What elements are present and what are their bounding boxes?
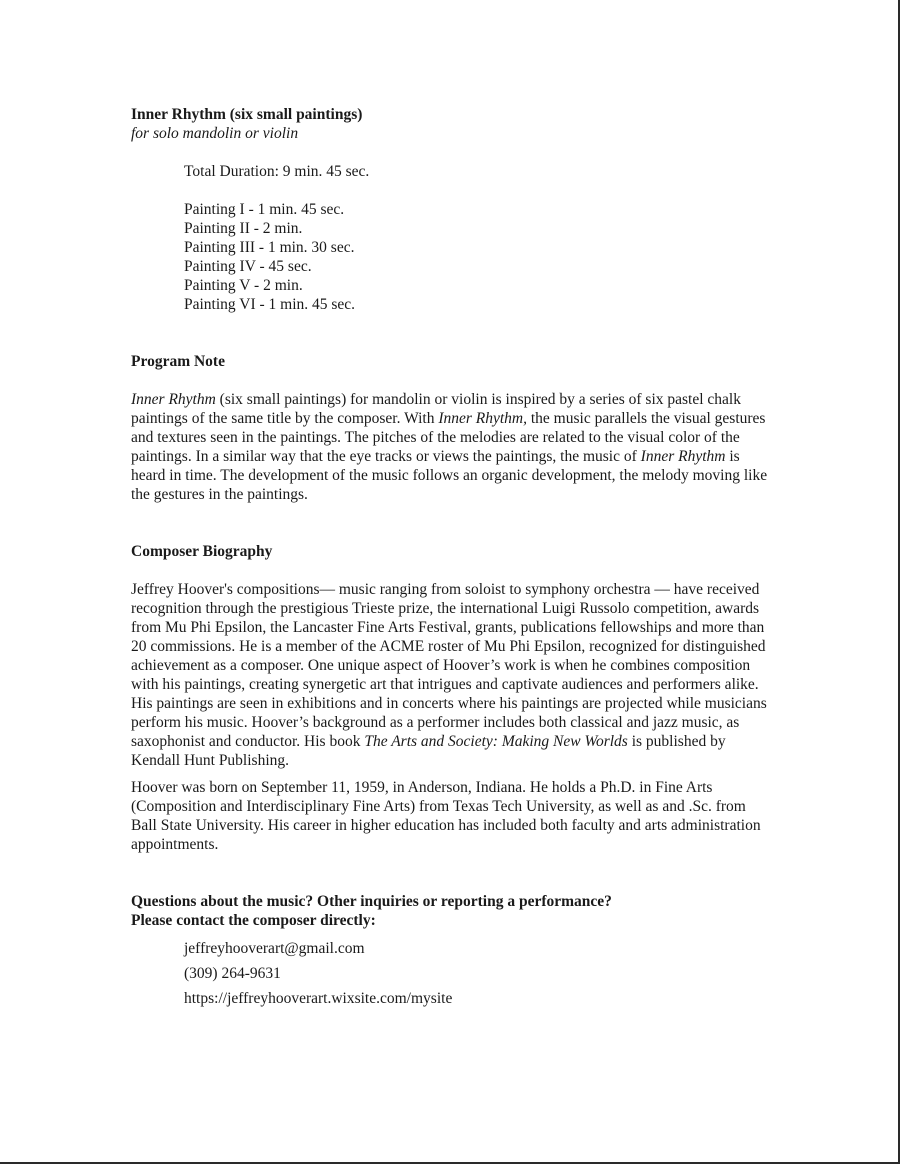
contact-heading — [131, 892, 771, 930]
movement-item: Painting III - 1 min. 30 sec. — [184, 239, 355, 256]
movement-item: Painting II - 2 min. — [184, 220, 303, 237]
program-note-title-em: Inner Rhythm — [131, 391, 216, 408]
movement-item: Painting VI - 1 min. 45 sec. — [184, 296, 356, 313]
program-note-paragraph — [131, 390, 771, 504]
total-duration: Total Duration: 9 min. 45 sec. — [184, 163, 370, 180]
biography-text-a: Jeffrey Hoover's compositions— music ranging from soloist to symphony orchestra — have received recognition through the prestigious Trieste prize, the international Luigi Russolo competition, awards from Mu Phi Epsilon, the Lancaster Fine Arts Festival, grants, publications fellowships and more than 20 commissions. He is a member of the ACME roster of Mu Phi Epsilon, recognized for distinguished achievement as a composer. One unique aspect of Hoover’s work is when he combines composition with his paintings, creating synergetic art that intrigues and captivate audiences and performers alike. His paintings are seen in exhibitions and in concerts where his paintings are projected while musicians perform his music. Hoover’s background as a performer includes both classical and jazz music, as saxophonist and conductor. His book — [131, 581, 767, 750]
contact-email[interactable]: jeffreyhooverart@gmail.com — [184, 940, 365, 957]
biography-paragraph-1 — [131, 580, 771, 770]
movement-list — [131, 200, 771, 314]
program-note-heading: Program Note — [131, 353, 225, 370]
program-note-text-a: (six small paintings) for mandolin or violin is inspired by a series of six pastel chalk paintings of the same title by the composer. With — [131, 391, 741, 427]
piece-subtitle: for solo mandolin or violin — [131, 125, 299, 142]
piece-title: Inner Rhythm (six small paintings) — [131, 106, 363, 123]
program-note-text-c: is heard in time. The development of the music follows an organic development, the melody moving like the gestures in the paintings. — [131, 448, 768, 503]
biography-heading: Composer Biography — [131, 543, 273, 560]
contact-heading-line-1: Questions about the music? Other inquiries or reporting a performance? — [131, 893, 612, 910]
contact-heading-line-2: Please contact the composer directly: — [131, 912, 376, 929]
contact-phone[interactable]: (309) 264-9631 — [184, 965, 281, 982]
movement-item: Painting I - 1 min. 45 sec. — [184, 201, 345, 218]
movement-item: Painting IV - 45 sec. — [184, 258, 312, 275]
movement-item: Painting V - 2 min. — [184, 277, 303, 294]
biography-paragraph-2: Hoover was born on September 11, 1959, in Anderson, Indiana. He holds a Ph.D. in Fine Arts (Composition and Interdisciplinary Fine Arts) from Texas Tech University, as well as and .Sc. from Ball State University. His career in higher education has included both faculty and arts administration appointments. — [131, 779, 761, 853]
biography-text-b: is published by Kendall Hunt Publishing. — [131, 733, 726, 769]
program-note-title-em3: Inner Rhythm — [640, 448, 726, 465]
contact-website[interactable]: https://jeffreyhooverart.wixsite.com/mysite — [184, 990, 453, 1007]
program-note-text-b: the music parallels the visual gestures and textures seen in the paintings. The pitches of the melodies are related to the visual color of the paintings. In a similar way that the eye tracks or views the paintings, the music of — [131, 410, 766, 465]
document-content — [131, 105, 771, 1011]
contact-list — [131, 936, 771, 1011]
program-note-title-em2: Inner Rhythm, — [438, 410, 527, 427]
book-title: The Arts and Society: Making New Worlds — [364, 733, 628, 750]
